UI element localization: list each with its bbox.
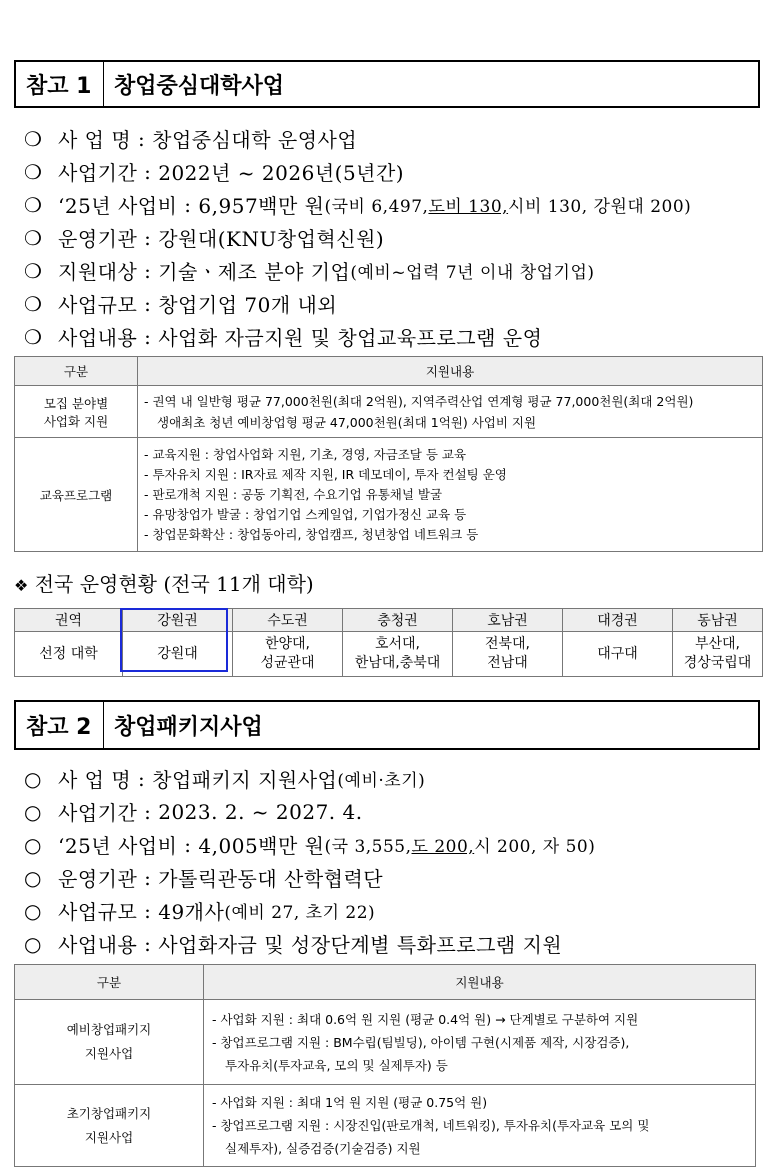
bullet-label: 사 업 명 (58, 128, 132, 152)
section1-header (14, 60, 760, 108)
table-header-cell: 지원내용 (138, 357, 763, 386)
section1-title: 창업중심대학사업 (114, 73, 285, 99)
hollow-circle-bullet-icon: ○ (24, 898, 42, 923)
content-line: 실제투자), 실증검증(기술검증) 지원 (225, 1141, 421, 1156)
label-line: 예비창업패키지 (66, 1022, 152, 1037)
content-line: - 권역 내 일반형 평균 77,000천원(최대 2억원), 지역주력산업 연계형 평균 77,000천원(최대 2억원) (144, 393, 694, 409)
label-line: 초기창업패키지 (66, 1105, 152, 1121)
bullet-label: ‘25년 사업비 (58, 834, 178, 858)
bullet-value: 4,005백만 원 (198, 834, 325, 858)
bullet-value: 창업중심대학 운영사업 (152, 128, 358, 152)
table-row (15, 1085, 756, 1167)
bullet-label: 운영기관 (58, 867, 138, 891)
table-cell (453, 632, 563, 677)
bullet-item: ○ 사업기간 : 2023. 2. ~ 2027. 4. (24, 795, 764, 828)
section2-header (14, 700, 760, 750)
bullet-label: 운영기관 (58, 227, 138, 251)
cell-line: 전북대, (484, 636, 531, 652)
bullet-item: ○ 운영기관 : 가톨릭관동대 산학협력단 (24, 861, 764, 894)
table-header-cell: 충청권 (343, 609, 453, 632)
bullet-value: 49개사 (158, 900, 225, 924)
status-title-row (14, 568, 314, 597)
bullet-item: ○ 사업내용 : 사업화자금 및 성장단계별 특화프로그램 지원 (24, 927, 764, 960)
bullet-label: 지원대상 (58, 260, 138, 284)
bullet-item: ❍ 운영기관 : 강원대(KNU창업혁신원) (24, 221, 764, 254)
content-line: - 판로개척 지원 : 공동 기획전, 수요기업 유통채널 발굴 (144, 486, 443, 502)
table-row (15, 438, 763, 552)
bullet-label: 사업기간 (58, 161, 138, 185)
row-label (15, 1000, 204, 1085)
content-line: - 유망창업가 발굴 : 창업기업 스케일업, 기업가정신 교육 등 (144, 506, 467, 522)
bullet-note: 시 200, 자 50) (474, 837, 596, 857)
circle-bullet-icon: ❍ (24, 192, 43, 217)
label-line: 모집 분야별 (43, 395, 109, 411)
hollow-circle-bullet-icon: ○ (24, 865, 42, 890)
bullet-value: 기술ㆍ제조 분야 기업 (158, 260, 351, 284)
highlight-box-gangwon (120, 608, 228, 672)
bullet-label: 사업기간 (58, 801, 138, 825)
section2-bullets (24, 762, 764, 960)
bullet-item: ❍ 사업내용 : 사업화 자금지원 및 창업교육프로그램 운영 (24, 320, 764, 353)
table-header-cell: 구분 (15, 357, 138, 386)
bullet-value: 사업화 자금지원 및 창업교육프로그램 운영 (158, 326, 543, 350)
table-header-cell: 구분 (15, 965, 204, 1000)
circle-bullet-icon: ❍ (24, 324, 43, 349)
bullet-value: 2023. 2. ~ 2027. 4. (158, 799, 363, 824)
circle-bullet-icon: ❍ (24, 291, 43, 316)
content-line: 생애최초 청년 예비창업형 평균 47,000천원(최대 1억원) 사업비 지원 (157, 414, 537, 430)
content-line: - 창업프로그램 지원 : 시장진입(판로개척, 네트워킹), 투자유치(투자교육 모의 및 (212, 1118, 650, 1133)
content-line: - 사업화 지원 : 최대 0.6억 원 지원 (평균 0.4억 원) → 단계별로 구분하여 지원 (212, 1011, 639, 1027)
content-line: - 투자유치 지원 : IR자료 제작 지원, IR 데모데이, 투자 컨설팅 운영 (144, 466, 507, 482)
bullet-item: ○ 사업규모 : 49개사 (예비 27, 초기 22) (24, 894, 764, 927)
hollow-circle-bullet-icon: ○ (24, 799, 42, 824)
hollow-circle-bullet-icon: ○ (24, 766, 42, 791)
cell-line: 호서대, (374, 636, 421, 652)
bullet-label: 사업내용 (58, 326, 138, 350)
bullet-label: 사업규모 (58, 293, 138, 317)
table-cell: 선정 대학 (15, 632, 123, 677)
circle-bullet-icon: ❍ (24, 126, 43, 151)
row-label (15, 386, 138, 438)
row-content (204, 1000, 756, 1085)
row-content (204, 1085, 756, 1167)
content-line: - 사업화 지원 : 최대 1억 원 지원 (평균 0.75억 원) (212, 1095, 488, 1110)
bullet-note: (예비·초기) (337, 771, 426, 791)
table-header-row (15, 357, 763, 386)
bullet-value: 강원대(KNU창업혁신원) (158, 227, 385, 251)
bullet-note: (국 3,555, (324, 837, 412, 857)
table-header-cell: 대경권 (563, 609, 673, 632)
content-line: - 창업프로그램 지원 : BM수립(팀빌딩), 아이템 구현(시제품 제작, 시장검증), (212, 1034, 630, 1050)
row-label: 교육프로그램 (15, 438, 138, 552)
section2-title: 창업패키지사업 (114, 714, 263, 740)
bullet-label: ‘25년 사업비 (58, 194, 178, 218)
cell-line: 부산대, (694, 636, 741, 652)
hollow-circle-bullet-icon: ○ (24, 832, 42, 857)
table-header-cell: 수도권 (233, 609, 343, 632)
bullet-value: 2022년 ~ 2026년(5년간) (158, 161, 405, 185)
bullet-note: 시비 130, 강원대 200) (508, 197, 692, 217)
section2-number: 참고 2 (16, 702, 104, 748)
cell-line: 성균관대 (260, 655, 315, 671)
circle-bullet-icon: ❍ (24, 258, 43, 283)
section1-support-table (14, 356, 763, 552)
bullet-note: (국비 6,497, (324, 197, 429, 217)
table-header-cell: 권역 (15, 609, 123, 632)
bullet-value: 창업기업 70개 내외 (158, 293, 338, 317)
label-line: 사업화 지원 (43, 413, 109, 429)
table-row (15, 386, 763, 438)
bullet-value: 가톨릭관동대 산학협력단 (158, 867, 384, 891)
circle-bullet-icon: ❍ (24, 225, 43, 250)
bullet-label: 사업내용 (58, 933, 138, 957)
table-cell (343, 632, 453, 677)
bullet-note: (예비~업력 7년 이내 창업기업) (350, 263, 595, 283)
cell-line: 한남대,충북대 (354, 655, 441, 671)
label-line: 지원사업 (84, 1046, 134, 1061)
table-cell (233, 632, 343, 677)
bullet-item: ○ ‘25년 사업비 : 4,005백만 원 (국 3,555, 도 200, 시 200, 자 50) (24, 828, 764, 861)
table-header-cell: 동남권 (673, 609, 763, 632)
content-line: 투자유치(투자교육, 모의 및 실제투자) 등 (225, 1057, 448, 1073)
bullet-item: ❍ 사업기간 : 2022년 ~ 2026년(5년간) (24, 155, 764, 188)
table-cell: 강원대 (123, 632, 233, 677)
row-label (15, 1085, 204, 1167)
cell-line: 전남대 (487, 655, 528, 671)
section1-bullets (24, 122, 764, 353)
label-line: 지원사업 (84, 1129, 134, 1145)
table-header-row (15, 965, 756, 1000)
table-header-cell: 지원내용 (204, 965, 756, 1000)
bullet-value: 창업패키지 지원사업 (152, 768, 338, 792)
bullet-label: 사업규모 (58, 900, 138, 924)
row-content (138, 438, 763, 552)
table-cell (673, 632, 763, 677)
bullet-item: ❍ ‘25년 사업비 : 6,957백만 원 (국비 6,497, 도비 130, 시비 130, 강원대 200) (24, 188, 764, 221)
table-header-cell: 호남권 (453, 609, 563, 632)
content-line: - 교육지원 : 창업사업화 지원, 기초, 경영, 자금조달 등 교육 (144, 446, 467, 462)
table-header-cell: 강원권 (123, 609, 233, 632)
section1-number: 참고 1 (16, 62, 104, 106)
circle-bullet-icon: ❍ (24, 159, 43, 184)
bullet-item: ❍ 사업규모 : 창업기업 70개 내외 (24, 287, 764, 320)
bullet-item: ○ 사 업 명 : 창업패키지 지원사업 (예비·초기) (24, 762, 764, 795)
diamond-bullet-icon: ❖ (14, 576, 29, 595)
section2-support-table (14, 964, 756, 1167)
bullet-value: 사업화자금 및 성장단계별 특화프로그램 지원 (158, 933, 563, 957)
table-row (15, 1000, 756, 1085)
bullet-value: 6,957백만 원 (198, 194, 325, 218)
bullet-note-underlined: 도 200, (411, 837, 475, 857)
row-content (138, 386, 763, 438)
bullet-item: ❍ 지원대상 : 기술ㆍ제조 분야 기업 (예비~업력 7년 이내 창업기업) (24, 254, 764, 287)
bullet-label: 사 업 명 (58, 768, 132, 792)
bullet-item: ❍ 사 업 명 : 창업중심대학 운영사업 (24, 122, 764, 155)
cell-line: 한양대, (264, 636, 311, 652)
content-line: - 창업문화확산 : 창업동아리, 창업캠프, 청년창업 네트워크 등 (144, 526, 479, 542)
table-cell: 대구대 (563, 632, 673, 677)
bullet-note: (예비 27, 초기 22) (224, 903, 376, 923)
bullet-note-underlined: 도비 130, (428, 197, 509, 217)
cell-line: 경상국립대 (683, 655, 752, 671)
status-title: 전국 운영현황 (전국 11개 대학) (34, 572, 314, 596)
hollow-circle-bullet-icon: ○ (24, 931, 42, 956)
